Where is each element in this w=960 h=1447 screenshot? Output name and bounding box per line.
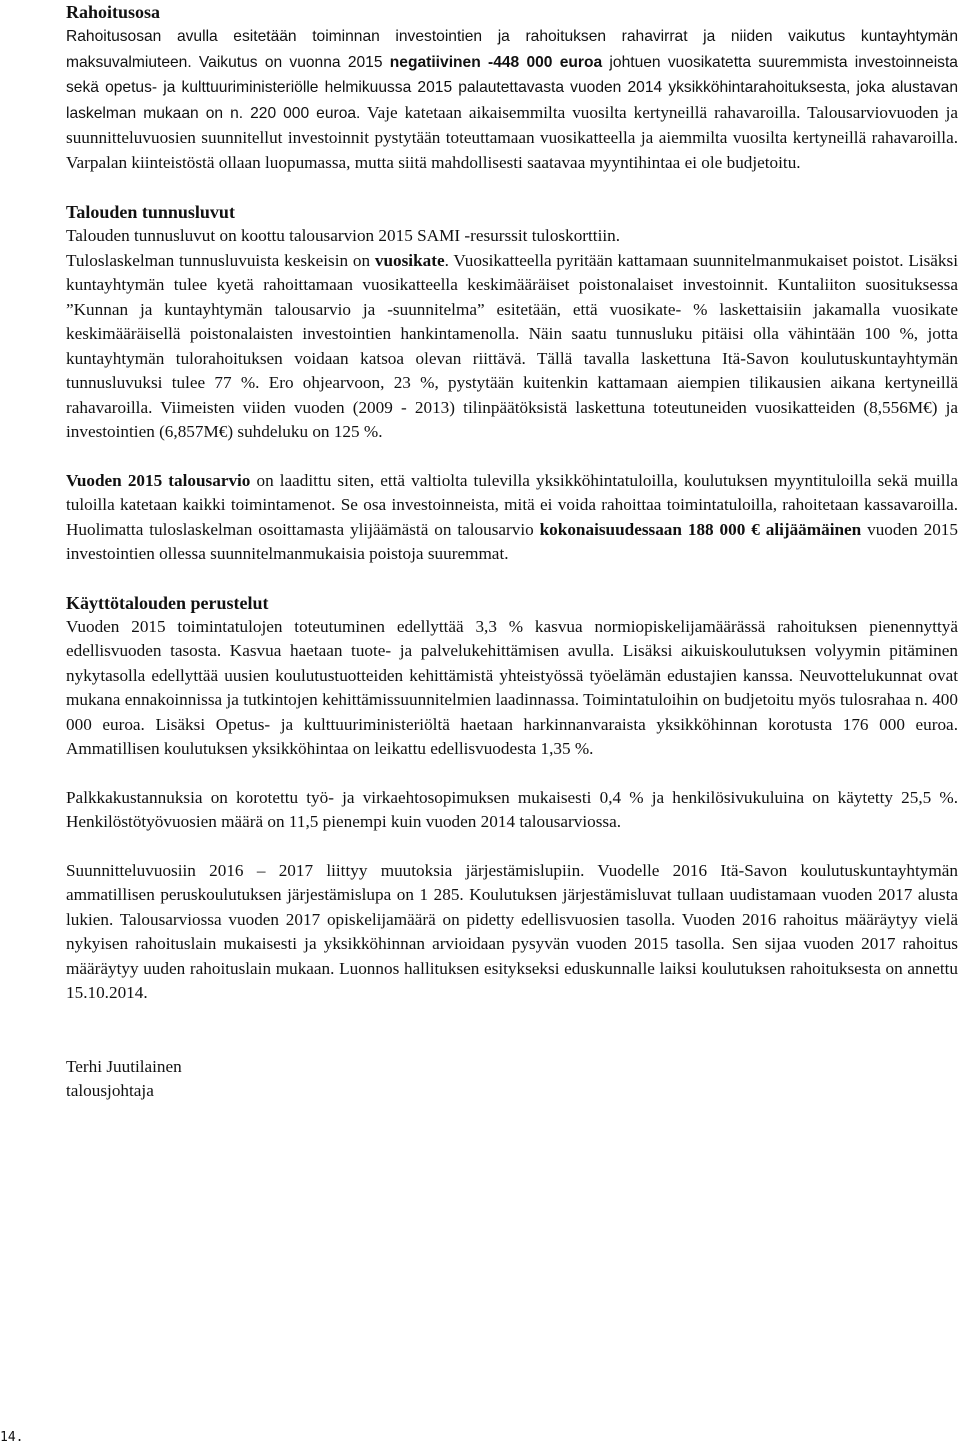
paragraph-talousarvio	[66, 469, 958, 567]
text-tunnusluvut-lead: Tuloslaskelman tunnusluvuista keskeisin on	[66, 250, 375, 270]
text-rahoitusosa-effect: Vaikutus on vuonna 2015	[198, 53, 390, 71]
heading-tunnusluvut: Talouden tunnusluvut	[66, 202, 235, 222]
text-talousarvio-body: on laadittu siten, että valtiolta tulevilla yksikköhintatuloilla, koulutuksen myyntituloilla sekä muilla tuloilla katetaan kaikki toimintamenot. Se osa investoinneista, mitä ei voida rahoittaa toimintatuloilla, rahoitetaan kassavaroilla. Huolimatta tuloslaskelman osoittamasta ylijäämästä on talousarvio	[66, 470, 958, 539]
text-rahoitusosa-intro: Rahoitusosan avulla esitetään toiminnan investointien ja rahoituksen rahavirrat ja niiden vaikutus kuntayhtymän maksuvalmiuteen.	[66, 28, 958, 71]
paragraph-tunnusluvut-2	[66, 249, 958, 445]
paragraph-rahoitusosa	[66, 24, 958, 175]
text-rahoitusosa-rest: Vaje katetaan aikaisemmilta vuosilta kertyneillä rahavaroilla. Talousarviovuoden ja suunnitteluvuosien suunnitellut investoinnit pystytään toteuttamaan vuosikatteella ja aiemmilta vuosilta kertyneillä rahavaroilla. Varpalan kiinteistöstä ollaan luopumassa, mutta siitä mahdollisesti saatavaa myyntihintaa ei ole budjetoitu.	[66, 102, 958, 172]
text-talousarvio-deficit: kokonaisuudessaan 188 000 € alijäämäinen	[539, 519, 862, 539]
signature-title: talousjohtaja	[66, 1081, 154, 1100]
spacer	[66, 835, 958, 859]
text-rahoitusosa-reason: johtuen vuosikatetta suuremmista investoinneista sekä opetus- ja kulttuuriministeriölle helmikuussa 2015 palautettavasta vuoden 2014 yksikköhintarahoituksesta, joka alustavan laskelman mukaan on n. 220 000 euroa.	[66, 53, 958, 122]
text-tunnusluvut-body: . Vuosikatteella pyritään kattamaan suunnitelmanmukaiset poistot. Lisäksi kuntayhtymän tulee kyetä rahoittamaan vuosikatteella keskimääräiset poistonalaiset investoinnit. Kuntaliiton suosituksessa ”Kunnan ja kuntayhtymän talousarvio ja -suunnitelma” esitetään, että vuosikate- % laskettaisiin jakamalla vuosikate keskimääräisellä poistonalaisten investointien hankintamenolla. Näin saatu tunnusluku pitäisi olla vähintään 100 %, jotta kuntayhtymän tulorahoituksen voidaan katsoa olevan riittävä. Tällä tavalla laskettuna Itä-Savon koulutuskuntayhtymän tunnusluvuksi tulee 77 %. Ero ohjearvoon, 23 %, pystytään kuitenkin kattamaan aiempien tilikausien aikana kertyneillä rahavaroilla. Viimeisten viiden vuoden (2009 - 2013) tilinpäätöksistä laskettuna toteutuneiden vuosikatteiden (8,556M€) ja investointien (6,857M€) suhdeluku on 125 %.	[66, 250, 958, 441]
section-rahoitusosa	[66, 0, 958, 175]
text-talousarvio-end: vuoden 2015 investointien ollessa suunnitelmanmukaisia poistoja suuremmat.	[66, 519, 958, 563]
signature-block	[66, 1055, 958, 1104]
section-talousarvio	[66, 469, 958, 567]
text-vuosikate-bold: vuosikate	[374, 250, 445, 270]
spacer	[66, 762, 958, 786]
spacer	[66, 1006, 958, 1055]
spacer	[66, 175, 958, 200]
section-kayttotalous	[66, 591, 958, 1006]
paragraph-kayttotalous-3: Suunnitteluvuosiin 2016 – 2017 liittyy muutoksia järjestämislupiin. Vuodelle 2016 Itä-Savon koulutuskuntayhtymän ammatillisen peruskoulutuksen järjestämislupa on 1 285. Koulutuksen järjestämisluvat tullaan uudistamaan vuoden 2017 alusta lukien. Talousarviossa vuoden 2017 opiskelijamäärä on pidetty edellisvuosien tasolla. Vuoden 2016 rahoitus määräytyy vielä nykyisen rahoituslain mukaisesti ja yksikköhinnan arvioidaan pysyvän vuoden 2015 tasolla. Sen sijaa vuoden 2017 rahoitus määräytyy uuden rahoituslain mukaan. Luonnos hallituksen esitykseksi eduskunnalle laiksi koulutuksen rahoituksesta on annettu 15.10.2014.	[66, 860, 958, 1002]
heading-rahoitusosa: Rahoitusosa	[66, 2, 161, 22]
paragraph-tunnusluvut-1: Talouden tunnusluvut on koottu talousarvion 2015 SAMI -resurssit tuloskorttiin.	[66, 226, 621, 245]
spacer	[66, 567, 958, 591]
signature-name: Terhi Juutilainen	[66, 1056, 182, 1076]
section-tunnusluvut	[66, 200, 958, 445]
paragraph-kayttotalous-2: Palkkakustannuksia on korotettu työ- ja virkaehtosopimuksen mukaisesti 0,4 % ja henkilösivukuluina on käytetty 25,5 %. Henkilöstötyövuosien määrä on 11,5 pienempi kuin vuoden 2014 talousarviossa.	[66, 787, 958, 831]
text-rahoitusosa-negative-amount: negatiivinen -448 000 euroa	[389, 53, 603, 71]
heading-kayttotalous: Käyttötalouden perustelut	[66, 592, 269, 613]
page-number: 14.	[0, 1430, 24, 1445]
document-page	[66, 0, 958, 1104]
text-talousarvio-lead: Vuoden 2015 talousarvio	[66, 470, 251, 490]
paragraph-kayttotalous-1: Vuoden 2015 toimintatulojen toteutuminen edellyttää 3,3 % kasvua normiopiskelijamäärässä rahoituksen pienennyttyä edellisvuoden tasosta. Kasvua haetaan tuote- ja palvelukehittämisen avulla. Lisäksi aikuiskoulutuksen volyymin pitäminen nykytasolla edellyttää uusien koulutustuotteiden kehittämistä yhteistyössä työelämän edustajien kanssa. Neuvottelukunnat ovat mukana ennakoinnissa ja tutkintojen kehittämissuunnitelmien laadinnassa. Toimintatuloihin on budjetoitu myös tulosrahaa n. 400 000 euroa. Lisäksi Opetus- ja kulttuuriministeriöltä haetaan harkinnanvaraista yksikköhinnan korotusta 176 000 euroa. Ammatillisen koulutuksen yksikköhintaa on leikattu edellisvuodesta 1,35 %.	[66, 616, 958, 758]
spacer	[66, 445, 958, 469]
